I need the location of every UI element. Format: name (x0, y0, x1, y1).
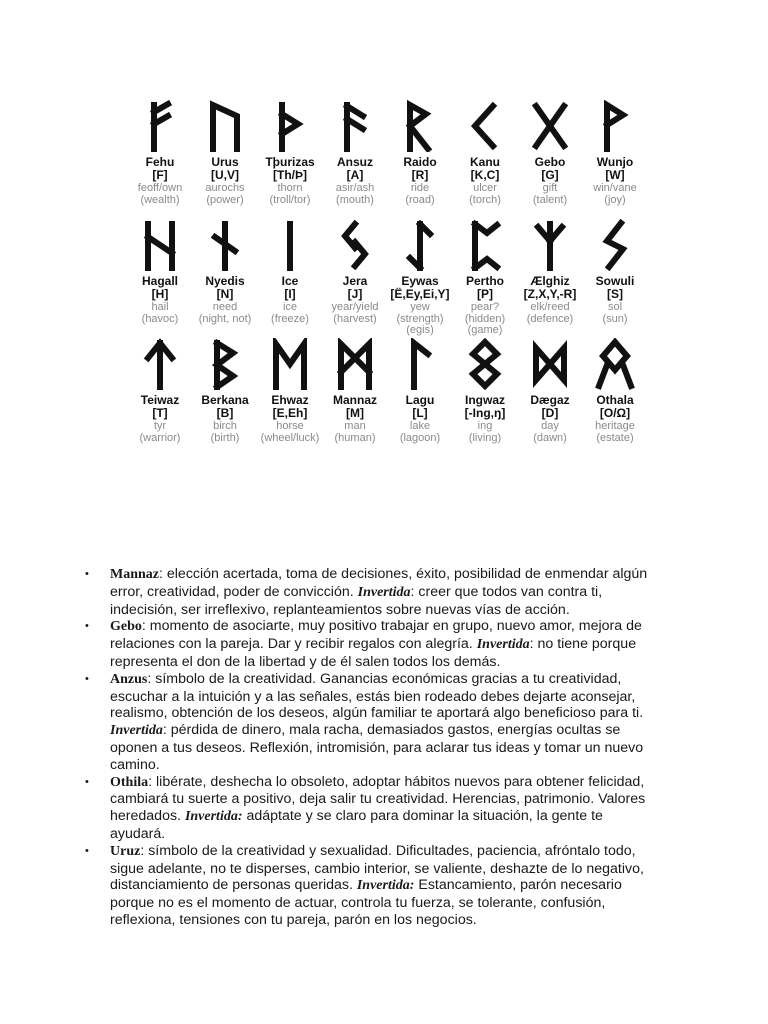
rune-cell (323, 219, 387, 334)
bullet-icon: • (85, 568, 89, 580)
rune-meaning: heritage (595, 420, 635, 432)
rune-cell (453, 338, 517, 453)
rune-sub-meaning: (warrior) (139, 432, 181, 444)
rune-sound: [N] (216, 287, 234, 301)
rune-meaning: yew (410, 301, 430, 313)
rune-sub-meaning-2: (game) (467, 324, 503, 336)
rune-cell (583, 219, 647, 334)
rune-name: Othala (596, 393, 634, 407)
rune-cell (518, 100, 582, 215)
rune-sub-meaning: (strength) (396, 313, 444, 325)
lagu-rune-icon (398, 338, 442, 390)
rune-meaning: year/yield (331, 301, 379, 313)
rune-sub-meaning: (estate) (596, 432, 634, 444)
rune-sub-meaning: (human) (334, 432, 376, 444)
rune-meaning: tyr (153, 420, 167, 432)
thurizas-rune-icon (268, 100, 312, 152)
rune-term: Gebo (110, 619, 142, 635)
rune-sound: [Z,X,Y,-R] (523, 287, 577, 301)
inverted-text: : pérdida de dinero, mala racha, demasiados gastos, energías ocultas se oponen a tus deseos. Reflexión, intromisión, para aclarar tus ideas y tomar un nuevo camino. (110, 722, 644, 773)
rune-name: Ælghiz (530, 274, 570, 288)
rune-cell (193, 219, 257, 334)
ingwaz-rune-icon (463, 338, 507, 390)
rune-sound: [M] (346, 406, 364, 420)
rune-meaning: ulcer (473, 182, 497, 194)
rune-sound: [E,Eh] (272, 406, 308, 420)
rune-sub-meaning: (joy) (604, 194, 626, 206)
rune-meaning: win/vane (593, 182, 637, 194)
ice-rune-icon (268, 219, 312, 271)
eywas-rune-icon (398, 219, 442, 271)
rune-cell (193, 100, 257, 215)
bullet-icon: • (85, 844, 89, 857)
rune-cell (258, 100, 322, 215)
rune-sound: [W] (605, 168, 625, 182)
rune-meaning: hail (151, 301, 169, 313)
rune-name: Pertho (465, 274, 504, 288)
rune-sound: [Th/Þ] (273, 168, 307, 182)
description-text: : símbolo de la creatividad. Ganancias económicas gracias a tu creatividad, escuchar a la intuición y a las señales, estás bien rodeado debes dejarte aconsejar, realismo, obtención de los deseos, algún familiar te aportará algo beneficioso para ti. (110, 670, 644, 722)
rune-meaning: lake (409, 420, 431, 432)
ehwaz-rune-icon (268, 338, 312, 390)
nyedis-rune-icon (203, 219, 247, 271)
rune-meaning: elk/reed (530, 301, 570, 313)
rune-sub-meaning: (lagoon) (399, 432, 441, 444)
rune-meaning: ice (282, 301, 298, 313)
list-item (80, 843, 660, 929)
inverted-label: Invertida: (356, 878, 415, 894)
rune-sub-meaning: (birth) (210, 432, 240, 444)
rune-name: Ansuz (337, 155, 373, 169)
inverted-label: Invertida (110, 723, 163, 739)
gebo-rune-icon (528, 100, 572, 152)
rune-sound: [R] (411, 168, 429, 182)
rune-sound: [Ë,Ey,Ei,Y] (390, 287, 450, 301)
list-item (80, 618, 660, 670)
bullet-icon: • (85, 620, 89, 633)
description-text: : momento de asociarte, muy positivo trabajar en grupo, nuevo amor, mejora de relaciones con la pareja. Dar y recibir regalos con alegría. (110, 618, 642, 653)
description-text: : elección acertada, toma de decisiones, éxito, posibilidad de enmendar algún error, creatividad, poder de convicción. (110, 566, 648, 600)
rune-name: Gebo (534, 155, 566, 169)
rune-sound: [-Ing,ŋ] (464, 406, 506, 420)
rune-name: Mannaz (332, 393, 377, 407)
rune-sub-meaning: (night, not) (198, 313, 252, 325)
rune-name: Dægaz (530, 393, 570, 407)
fehu-rune-icon (138, 100, 182, 152)
rune-sound: [P] (477, 287, 493, 301)
rune-term: Anzus (110, 671, 148, 687)
rune-name: Ehwaz (271, 393, 309, 407)
rune-name: Berkana (201, 393, 249, 407)
daegaz-rune-icon (528, 338, 572, 390)
rune-sub-meaning: (defence) (526, 313, 574, 325)
sowuli-rune-icon (593, 219, 637, 271)
rune-meaning: sol (607, 301, 623, 313)
teiwaz-rune-icon (138, 338, 182, 390)
rune-cell (583, 100, 647, 215)
inverted-text: Estancamiento, parón necesario porque no es el momento de actuar, controla tu fuerza, se tolerante, confusión, reflexiona, tensiones con tu pareja, parón en los negocios. (110, 877, 622, 928)
rune-meaning: man (344, 420, 366, 432)
bullet-icon: • (85, 672, 89, 685)
rune-meaning: day (541, 420, 559, 432)
rune-sub-meaning: (power) (206, 194, 244, 206)
rune-cell (128, 338, 192, 453)
rune-description-list (80, 566, 660, 929)
list-item (80, 566, 660, 618)
hagall-rune-icon (138, 219, 182, 271)
rune-sub-meaning: (talent) (532, 194, 568, 206)
rune-sound: [A] (346, 168, 364, 182)
rune-sub-meaning: (freeze) (271, 313, 309, 325)
rune-term: Uruz (110, 843, 141, 859)
rune-name: Kanu (470, 155, 500, 169)
rune-sound: [S] (607, 287, 623, 301)
rune-sub-meaning: (troll/tor) (269, 194, 311, 206)
list-item (80, 774, 660, 843)
berkana-rune-icon (203, 338, 247, 390)
rune-sub-meaning: (mouth) (336, 194, 374, 206)
rune-cell (258, 338, 322, 453)
rune-meaning: thorn (277, 182, 303, 194)
rune-cell (453, 100, 517, 215)
description-text: : símbolo de la creatividad y sexualidad. Dificultades, paciencia, afróntalo todo, sigue adelante, no te disperses, cambio interior, se valiente, deshazte de lo negativo, distanciamiento de personas queridas. (110, 842, 644, 894)
rune-sound: [L] (412, 406, 428, 420)
rune-sound: [K,C] (470, 168, 500, 182)
rune-name: Wunjo (596, 155, 634, 169)
rune-sub-meaning: (wealth) (140, 194, 180, 206)
rune-sound: [I] (284, 287, 296, 301)
rune-meaning: feoff/own (137, 182, 183, 194)
mannaz-rune-icon (333, 338, 377, 390)
rune-meaning: ing (477, 420, 493, 432)
rune-sub-meaning-2: (egis) (406, 324, 434, 336)
rune-name: Lagu (405, 393, 435, 407)
rune-cell (258, 219, 322, 334)
rune-sub-meaning: (havoc) (141, 313, 179, 325)
description-text: : libérate, deshecha lo obsoleto, adoptar hábitos nuevos para obtener felicidad, cambiará tu suerte a positivo, deja salir tu creatividad. Herencias, patrimonio. Valores heredados. (110, 773, 646, 825)
bullet-icon: • (85, 775, 89, 788)
rune-sub-meaning: (living) (468, 432, 502, 444)
rune-sound: [J] (347, 287, 363, 301)
inverted-text: : no tiene porque representa el don de la libertad y de él salen todos los demás. (110, 636, 637, 670)
rune-term: Othila (110, 774, 149, 790)
rune-name: Jera (342, 274, 368, 288)
rune-sub-meaning: (harvest) (333, 313, 377, 325)
inverted-label: Invertida (476, 637, 530, 653)
rune-cell (388, 338, 452, 453)
rune-name: Hagall (141, 274, 178, 288)
rune-meaning: gift (542, 182, 558, 194)
othala-rune-icon (593, 338, 637, 390)
rune-meaning: ride (410, 182, 430, 194)
rune-name: Sowuli (595, 274, 635, 288)
rune-cell (193, 338, 257, 453)
rune-sub-meaning: (sun) (602, 313, 628, 325)
urus-rune-icon (203, 100, 247, 152)
rune-meaning: asir/ash (335, 182, 375, 194)
aelghiz-rune-icon (528, 219, 572, 271)
rune-term: Mannaz (110, 567, 159, 582)
rune-cell (453, 219, 517, 334)
rune-cell (518, 219, 582, 334)
rune-name: Urus (211, 155, 239, 169)
rune-sound: [F] (152, 168, 168, 182)
inverted-label: Invertida (357, 584, 411, 600)
pertho-rune-icon (463, 219, 507, 271)
rune-meaning: need (212, 301, 238, 313)
inverted-label: Invertida: (184, 809, 243, 825)
rune-meaning: birch (213, 420, 237, 432)
rune-cell (518, 338, 582, 453)
rune-table (128, 100, 648, 453)
rune-name: Nyedis (205, 274, 245, 288)
rune-cell (323, 338, 387, 453)
rune-cell (388, 219, 452, 334)
rune-cell (128, 219, 192, 334)
raido-rune-icon (398, 100, 442, 152)
rune-name: Eywas (401, 274, 439, 288)
inverted-text: : creer que todos van contra ti, indecisión, ser irreflexivo, replanteamientos sobre nuevas vías de acción. (110, 583, 603, 618)
rune-sound: [U,V] (211, 168, 239, 182)
ansuz-rune-icon (333, 100, 377, 152)
rune-name: Ingwaz (464, 393, 505, 407)
rune-sound: [O/Ω] (599, 406, 631, 420)
rune-sound: [T] (152, 406, 168, 420)
rune-cell (128, 100, 192, 215)
rune-name: Teiwaz (140, 393, 180, 407)
rune-meaning: pear? (470, 301, 500, 313)
rune-sound: [H] (151, 287, 169, 301)
rune-cell (323, 100, 387, 215)
rune-name: Fehu (145, 155, 175, 169)
list-item (80, 671, 660, 774)
rune-sound: [B] (216, 406, 234, 420)
inverted-text: adáptate y se claro para dominar la situación, la gente te ayudará. (110, 808, 603, 842)
rune-meaning: horse (276, 420, 304, 432)
jera-rune-icon (333, 219, 377, 271)
rune-sub-meaning: (torch) (469, 194, 501, 206)
rune-name: Ice (281, 274, 299, 288)
rune-cell (388, 100, 452, 215)
rune-cell (583, 338, 647, 453)
rune-sub-meaning: (road) (405, 194, 435, 206)
wunjo-rune-icon (593, 100, 637, 152)
rune-name: Raido (403, 155, 437, 169)
rune-sound: [D] (541, 406, 559, 420)
rune-name: Tþurizas (265, 155, 315, 169)
rune-sub-meaning: (dawn) (533, 432, 567, 444)
rune-sound: [G] (541, 168, 559, 182)
rune-meaning: aurochs (205, 182, 245, 194)
kanu-rune-icon (463, 100, 507, 152)
rune-sub-meaning: (hidden) (464, 313, 506, 325)
rune-sub-meaning: (wheel/luck) (260, 432, 320, 444)
